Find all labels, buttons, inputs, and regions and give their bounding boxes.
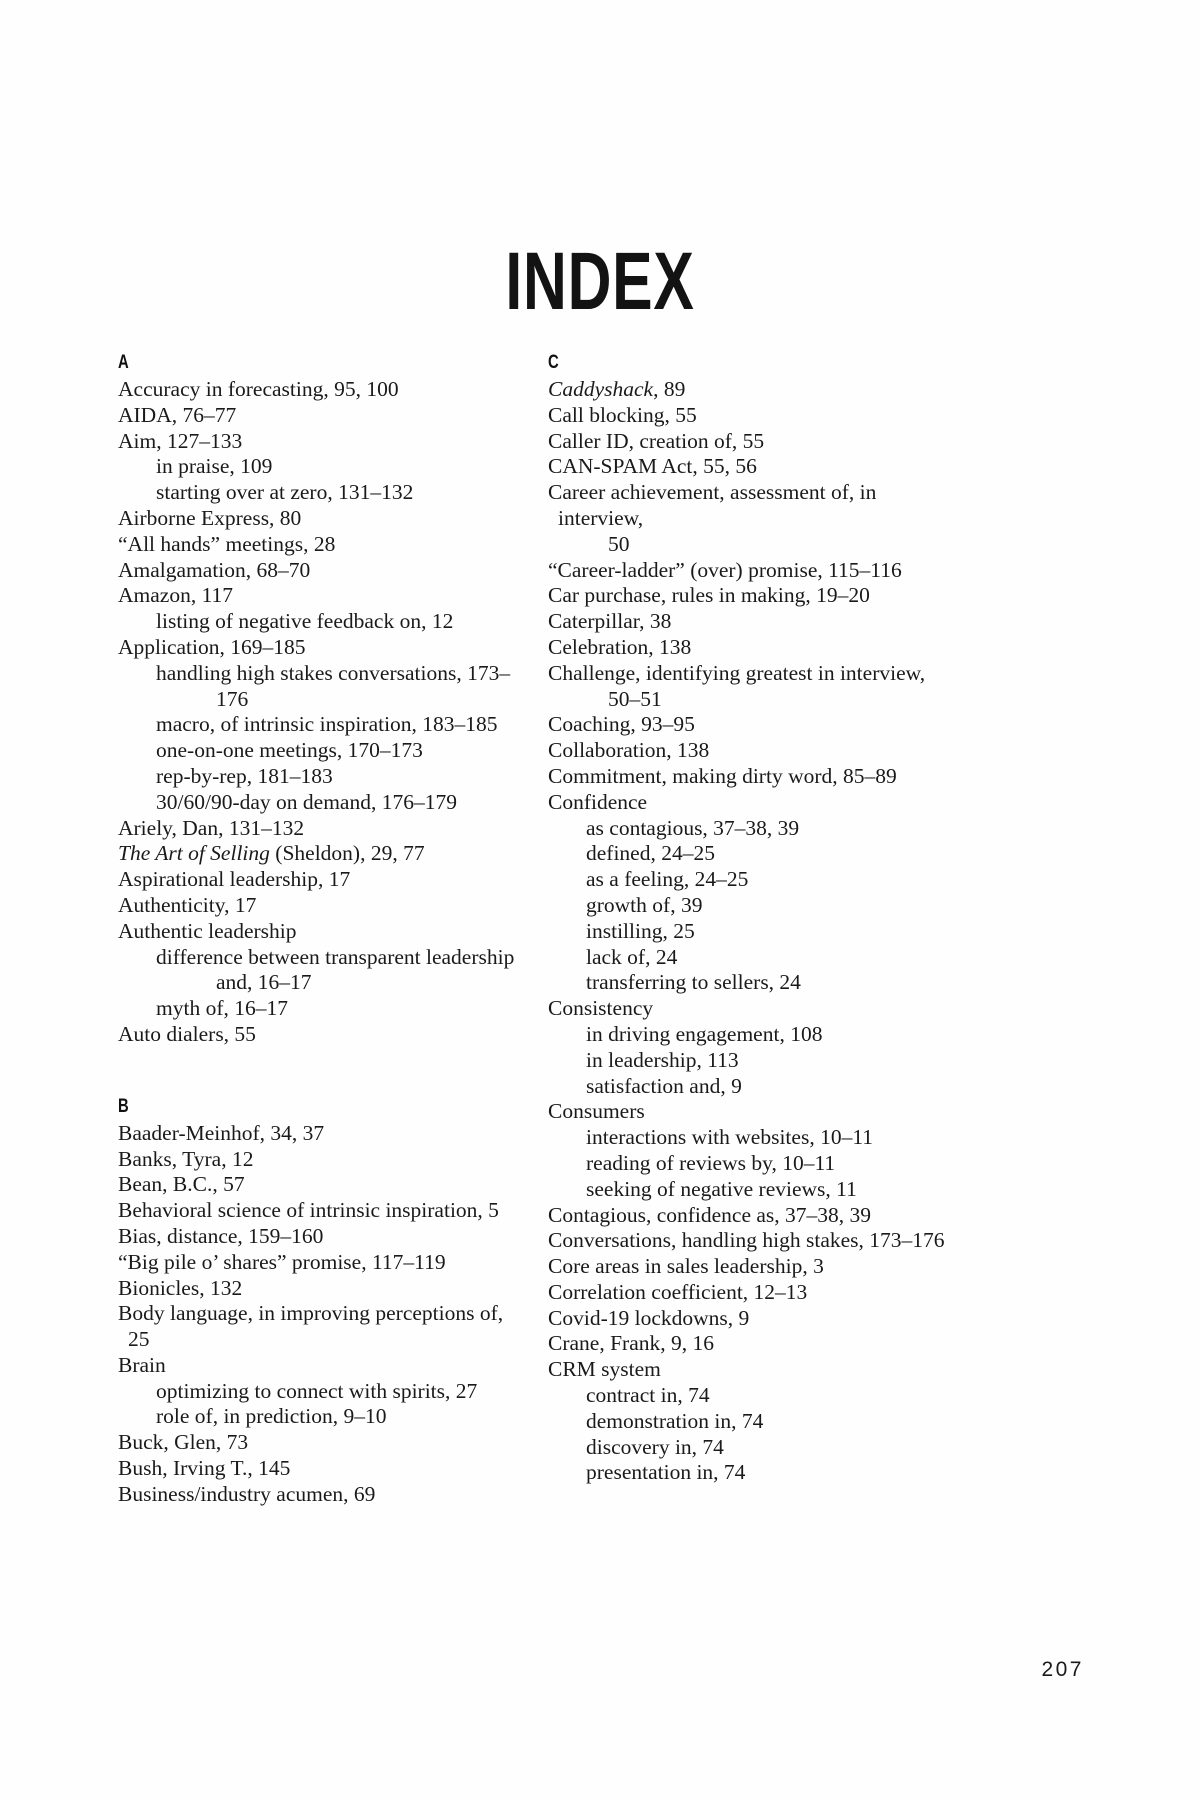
index-subentry: transferring to sellers, 24	[586, 970, 801, 995]
letter-heading-c: C	[548, 352, 559, 373]
entry-continuation: 50–51	[608, 686, 662, 711]
index-subentry: role of, in prediction, 9–10	[156, 1404, 387, 1429]
index-entry: Caddyshack, 89	[548, 377, 686, 401]
index-entry: Bionicles, 132	[118, 1275, 243, 1300]
index-subentry: reading of reviews by, 10–11	[586, 1150, 836, 1175]
index-entry: Aspirational leadership, 17	[118, 867, 351, 892]
index-subentry: growth of, 39	[586, 892, 703, 917]
index-entry: Consistency	[548, 996, 654, 1021]
index-entry: “Career-ladder” (over) promise, 115–116	[548, 557, 902, 582]
index-entry: “All hands” meetings, 28	[118, 531, 336, 556]
index-entry: AIDA, 76–77	[118, 402, 237, 427]
letter-heading-a: A	[118, 352, 129, 373]
index-entry: Celebration, 138	[548, 634, 692, 659]
index-entry: “Big pile o’ shares” promise, 117–119	[118, 1249, 446, 1274]
index-subentry: interactions with websites, 10–11	[586, 1125, 874, 1150]
index-entry: Contagious, confidence as, 37–38, 39	[548, 1202, 872, 1227]
index-entry: Body language, in improving perceptions of, 25	[118, 1301, 504, 1352]
letter-heading-b: B	[118, 1095, 129, 1117]
italic-title: The Art of Selling	[118, 841, 270, 866]
index-entry: Consumers	[548, 1099, 645, 1124]
index-entry: Authenticity, 17	[118, 892, 257, 917]
index-subentry: optimizing to connect with spirits, 27	[156, 1378, 478, 1403]
left-column	[118, 352, 518, 1508]
page-number: 207	[1041, 1658, 1084, 1681]
index-entry: Call blocking, 55	[548, 402, 697, 427]
index-entry: Commitment, making dirty word, 85–89	[548, 763, 897, 788]
index-entry: Confidence	[548, 789, 648, 814]
index-entry: CRM system	[548, 1357, 661, 1382]
entry-continuation: 176	[216, 686, 249, 711]
index-subentry: myth of, 16–17	[156, 996, 288, 1021]
index-entry: Baader-Meinhof, 34, 37	[118, 1120, 325, 1145]
index-entry: Aim, 127–133	[118, 428, 243, 453]
index-entry: Business/industry acumen, 69	[118, 1481, 376, 1506]
index-subentry: macro, of intrinsic inspiration, 183–185	[156, 712, 498, 737]
index-subentry: discovery in, 74	[586, 1434, 724, 1459]
index-entry: Coaching, 93–95	[548, 712, 695, 737]
index-entry: Bean, B.C., 57	[118, 1172, 245, 1197]
index-entry: Challenge, identifying greatest in interview, 50–51	[548, 661, 948, 713]
index-entry: Buck, Glen, 73	[118, 1430, 249, 1455]
index-subentry: one-on-one meetings, 170–173	[156, 738, 423, 763]
index-entry: Covid-19 lockdowns, 9	[548, 1305, 750, 1330]
index-entry: Bias, distance, 159–160	[118, 1223, 324, 1248]
index-entry: Airborne Express, 80	[118, 505, 302, 530]
index-columns	[118, 352, 1070, 1508]
index-subentry: demonstration in, 74	[586, 1408, 764, 1433]
index-entry: Bush, Irving T., 145	[118, 1456, 291, 1481]
index-subentry: rep-by-rep, 181–183	[156, 763, 333, 788]
right-column	[548, 352, 948, 1508]
index-subentry: seeking of negative reviews, 11	[586, 1176, 857, 1201]
index-subentry: defined, 24–25	[586, 841, 715, 866]
index-entry: Banks, Tyra, 12	[118, 1146, 254, 1171]
index-subentry: lack of, 24	[586, 944, 678, 969]
index-entry: Car purchase, rules in making, 19–20	[548, 583, 870, 608]
index-subentry: in praise, 109	[156, 454, 273, 479]
index-subentry: listing of negative feedback on, 12	[156, 609, 454, 634]
index-entry: Behavioral science of intrinsic inspiration, 5	[118, 1198, 499, 1223]
index-subentry: in leadership, 113	[586, 1047, 739, 1072]
index-subentry: 30/60/90-day on demand, 176–179	[156, 789, 457, 814]
index-subentry: instilling, 25	[586, 918, 695, 943]
index-entry: Amazon, 117	[118, 583, 234, 608]
index-subentry: contract in, 74	[586, 1383, 710, 1408]
index-entry: Application, 169–185	[118, 634, 306, 659]
index-entry: Amalgamation, 68–70	[118, 557, 311, 582]
index-entry: CAN-SPAM Act, 55, 56	[548, 454, 757, 479]
index-subentry: difference between transparent leadership and, 16–17	[118, 945, 518, 997]
index-entry: Conversations, handling high stakes, 173–176	[548, 1228, 945, 1253]
index-entry: Brain	[118, 1352, 166, 1377]
index-entry: Accuracy in forecasting, 95, 100	[118, 377, 399, 401]
italic-title: Caddyshack	[548, 377, 654, 401]
index-entry: Authentic leadership	[118, 918, 297, 943]
index-subentry: satisfaction and, 9	[586, 1073, 742, 1098]
page-title: INDEX	[505, 236, 695, 327]
entry-continuation: 50	[608, 531, 630, 556]
index-entry: Collaboration, 138	[548, 738, 710, 763]
index-entry: Auto dialers, 55	[118, 1021, 256, 1046]
index-entry: Caterpillar, 38	[548, 609, 672, 634]
index-subentry: as a feeling, 24–25	[586, 867, 749, 892]
index-subentry: in driving engagement, 108	[586, 1021, 823, 1046]
index-entry: The Art of Selling (Sheldon), 29, 77	[118, 841, 425, 866]
index-entry: Career achievement, assessment of, in interview, 50	[548, 480, 948, 557]
index-entry: Correlation coefficient, 12–13	[548, 1279, 808, 1304]
index-entry: Crane, Frank, 9, 16	[548, 1331, 714, 1356]
entry-continuation: and, 16–17	[216, 970, 312, 995]
index-subentry: starting over at zero, 131–132	[156, 480, 414, 505]
index-entry: Caller ID, creation of, 55	[548, 428, 765, 453]
index-entry: Core areas in sales leadership, 3	[548, 1254, 824, 1279]
index-subentry: as contagious, 37–38, 39	[586, 815, 800, 840]
index-entry: Ariely, Dan, 131–132	[118, 815, 305, 840]
index-subentry: handling high stakes conversations, 173– 176	[118, 661, 518, 713]
index-subentry: presentation in, 74	[586, 1460, 746, 1485]
